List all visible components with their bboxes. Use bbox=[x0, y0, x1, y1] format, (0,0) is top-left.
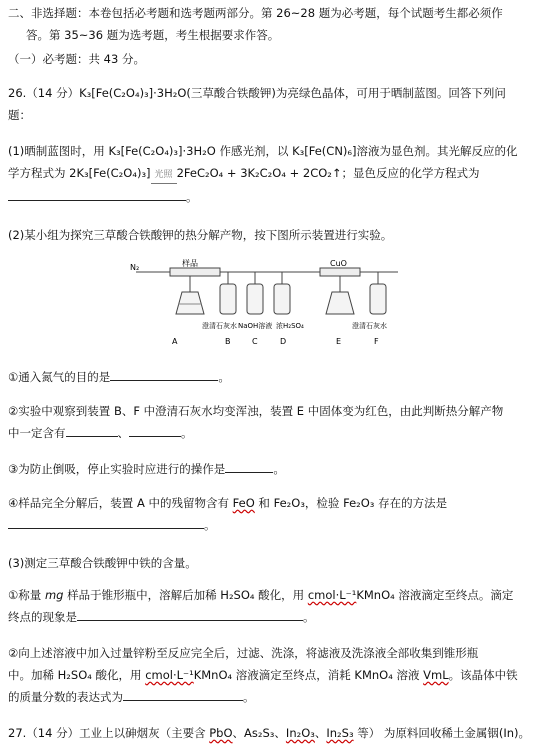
cuo-tube bbox=[320, 268, 360, 276]
letter-d: D bbox=[280, 337, 287, 346]
bottle-f bbox=[370, 284, 386, 314]
q26-p3-q1-line-1 bbox=[8, 584, 544, 606]
q26-p2-q4 bbox=[8, 492, 544, 536]
sample-tube bbox=[170, 268, 220, 276]
q26-p1-line-1: (1)晒制蓝图时，用 K₃[Fe(C₂O₄)₃]·3H₂O 作感光剂，以 K₃[Fe(CN)₆]溶液为显色剂。其光解反应的化 bbox=[8, 144, 518, 158]
q26-p3-q1-text-b: 样品于锥形瓶中，溶解后加稀 H₂SO₄ 酸化，用 bbox=[63, 588, 308, 602]
q27-in2s3: In₂S₃ bbox=[326, 726, 354, 740]
q26-p3-q1-text-a: ①称量 bbox=[8, 588, 45, 602]
q26-p1-line-2-a: 学方程式为 2K₃[Fe(C₂O₄)₃] bbox=[8, 166, 151, 180]
answer-blank[interactable] bbox=[8, 187, 186, 201]
q26-p3-q2-line-3 bbox=[8, 686, 544, 708]
q26-p2-q4-line-2 bbox=[8, 514, 544, 536]
q26-p2-q3 bbox=[8, 458, 544, 480]
q26-p2-q4-text-a: ④样品完全分解后，装置 A 中的残留物含有 bbox=[8, 496, 233, 510]
q26-part1 bbox=[8, 140, 544, 208]
label-limewater-1: 澄清石灰水 bbox=[202, 322, 237, 330]
q26-p2-q4-line-1 bbox=[8, 492, 544, 514]
n2-label: N₂ bbox=[130, 263, 140, 272]
answer-blank[interactable] bbox=[8, 515, 204, 529]
required-label: （一）必考题：共 43 分。 bbox=[8, 52, 145, 66]
reaction-arrow: 光照 bbox=[151, 164, 177, 186]
q27-text-c: 、 bbox=[314, 726, 327, 740]
q26-p3-q1-line-2 bbox=[8, 606, 544, 628]
answer-blank[interactable] bbox=[225, 459, 273, 473]
q26-p2-q2-text: 中一定含有 bbox=[8, 426, 66, 440]
q26-p3-q1-mass: mg bbox=[44, 588, 64, 602]
answer-blank[interactable] bbox=[110, 367, 218, 381]
q26-p2-q2-end: 。 bbox=[181, 426, 193, 440]
section-line-1: 二、非选择题：本卷包括必考题和选考题两部分。第 26~28 题为必考题，每个试题考生都必须作 bbox=[8, 6, 503, 20]
q26-p2-q1-end: 。 bbox=[218, 370, 230, 384]
flask-e bbox=[326, 292, 354, 314]
letter-e: E bbox=[336, 337, 342, 346]
q26-stem-line-1: 26.（14 分）K₃[Fe(C₂O₄)₃]·3H₂O(三草酸合铁酸钾)为亮绿色晶体，可用于晒制蓝图。回答下列问 bbox=[8, 86, 506, 100]
q26-part3-intro: (3)测定三草酸合铁酸钾中铁的含量。 bbox=[8, 556, 197, 570]
q26-p1-end: 。 bbox=[186, 190, 198, 204]
q26-p3-q2-line-1: ②向上述溶液中加入过量锌粉至反应完全后，过滤、洗涤，将滤液及洗涤液全部收集到锥形瓶 bbox=[8, 646, 479, 660]
q26-p2-q2-line-2 bbox=[8, 422, 544, 444]
q26-p3-q2-conc: cmol·L⁻¹ bbox=[145, 668, 194, 682]
q27-text-b: 、As₂S₃、 bbox=[232, 726, 286, 740]
q26-p2-q1 bbox=[8, 366, 544, 388]
section-header bbox=[8, 2, 544, 46]
q27-stem bbox=[8, 722, 544, 744]
q27-in2o3: In₂O₃ bbox=[285, 726, 315, 740]
q26-p3-q2-end: 。 bbox=[243, 690, 255, 704]
q26-p1-line-2-b: 2FeC₂O₄ + 3K₂C₂O₄ + 2CO₂↑；显色反应的化学方程式为 bbox=[176, 166, 480, 180]
q26-p2-q4-end: 。 bbox=[204, 518, 216, 532]
q26-p3-q2-text-a: 中。加稀 H₂SO₄ 酸化，用 bbox=[8, 668, 146, 682]
q26-stem bbox=[8, 82, 544, 126]
letter-f: F bbox=[374, 337, 379, 346]
q26-p3-q2-text-c: 。该晶体中铁 bbox=[448, 668, 518, 682]
q26-p1-line-2 bbox=[8, 162, 544, 186]
q26-p3-q1-end: 。 bbox=[303, 610, 315, 624]
q27-pbo: PbO bbox=[209, 726, 233, 740]
letter-a: A bbox=[172, 337, 178, 346]
q26-p3-q1-conc: cmol·L⁻¹ bbox=[307, 588, 357, 602]
q26-p2-q2 bbox=[8, 400, 544, 444]
letter-b: B bbox=[225, 337, 231, 346]
q26-p3-q2-line-2 bbox=[8, 664, 544, 686]
q26-p3-q1-text-c: KMnO₄ 溶液滴定至终点。滴定 bbox=[356, 588, 514, 602]
q26-part2-intro: (2)某小组为探究三草酸合铁酸钾的热分解产物，按下图所示装置进行实验。 bbox=[8, 228, 393, 242]
experiment-apparatus-figure bbox=[130, 258, 410, 350]
cuo-label: CuO bbox=[330, 259, 347, 268]
answer-blank[interactable] bbox=[123, 687, 243, 701]
q27-text-a: 27.（14 分）工业上以砷烟灰（主要含 bbox=[8, 726, 210, 740]
label-naoh: NaOH溶液 bbox=[238, 322, 273, 330]
label-limewater-2: 澄清石灰水 bbox=[352, 322, 387, 330]
bottle-b bbox=[220, 284, 236, 314]
sample-label: 样品 bbox=[182, 259, 198, 268]
q26-p2-q2-sep: 、 bbox=[117, 426, 129, 440]
q26-p3-q2-text-b: KMnO₄ 溶液滴定至终点，消耗 KMnO₄ 溶液 bbox=[193, 668, 424, 682]
bottle-d bbox=[274, 284, 290, 314]
q26-p2-q4-feo: FeO bbox=[232, 496, 255, 510]
q26-p2-q1-text: ①通入氮气的目的是 bbox=[8, 370, 111, 384]
answer-blank[interactable] bbox=[66, 423, 118, 437]
section-line-2: 答。第 35~36 题为选考题，考生根据要求作答。 bbox=[26, 28, 280, 42]
q26-p2-q2-line-1: ②实验中观察到装置 B、F 中澄清石灰水均变浑浊，装置 E 中固体变为红色，由此判断热分解产物 bbox=[8, 404, 504, 418]
q26-p3-q2-volume: VmL bbox=[423, 668, 449, 682]
letter-c: C bbox=[252, 337, 258, 346]
q26-p3-q2 bbox=[8, 642, 544, 708]
q26-stem-line-2: 题： bbox=[8, 108, 31, 122]
answer-blank[interactable] bbox=[129, 423, 181, 437]
q26-p3-q2-text-d: 的质量分数的表达式为 bbox=[8, 690, 123, 704]
bottle-c bbox=[247, 284, 263, 314]
q27-text-d: 等） 为原料回收稀土金属铟(In)。 bbox=[353, 726, 531, 740]
q26-p1-line-3 bbox=[8, 186, 544, 208]
label-h2so4: 浓H₂SO₄ bbox=[276, 322, 304, 330]
q26-p3-q1-text-d: 终点的现象是 bbox=[8, 610, 77, 624]
q26-p2-q3-end: 。 bbox=[273, 462, 285, 476]
answer-blank[interactable] bbox=[77, 607, 303, 621]
q26-p2-q4-text-b: 和 Fe₂O₃，检验 Fe₂O₃ 存在的方法是 bbox=[254, 496, 448, 510]
q26-p2-q3-text: ③为防止倒吸，停止实验时应进行的操作是 bbox=[8, 462, 226, 476]
q26-p3-q1 bbox=[8, 584, 544, 628]
flask-a bbox=[176, 292, 204, 314]
